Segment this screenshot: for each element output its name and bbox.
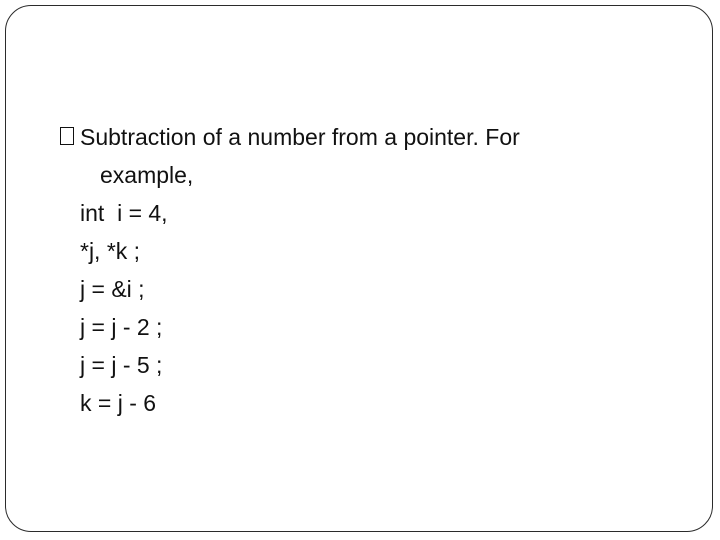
code-line-3: j = &i ;	[80, 276, 145, 302]
code-line-5: j = j - 5 ;	[80, 352, 163, 378]
code-line-6: k = j - 6	[80, 390, 157, 416]
bullet-item	[60, 118, 680, 194]
code-line-4: j = j - 2 ;	[80, 314, 163, 340]
bullet-text	[80, 118, 680, 194]
code-line-1: int i = 4,	[80, 200, 168, 226]
slide-content	[80, 118, 680, 422]
bullet-text-line-1: Subtraction of a number from a pointer. For	[80, 124, 520, 150]
bullet-box-icon	[60, 127, 74, 145]
code-line-2: *j, *k ;	[80, 238, 141, 264]
bullet-text-line-2: example,	[100, 162, 194, 188]
